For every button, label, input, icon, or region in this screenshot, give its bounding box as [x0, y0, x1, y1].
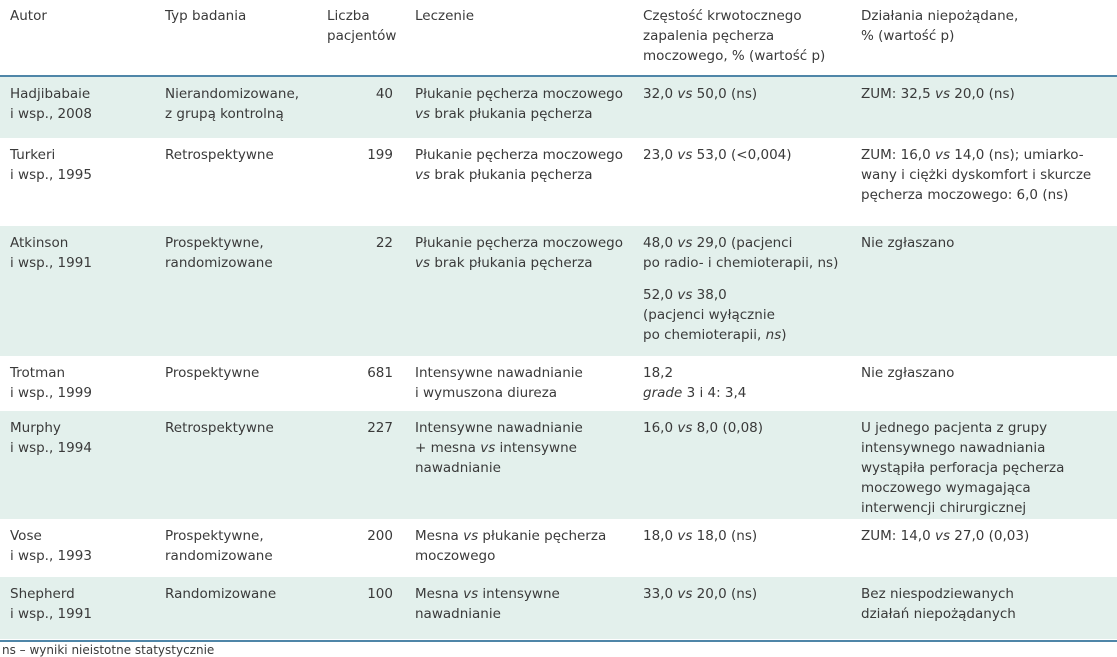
cell-study-type: Retrospektywne	[165, 420, 274, 436]
cell-treatment: Płukanie pęcherza moczowego vs brak płukania pęcherza	[415, 147, 624, 183]
table-row	[0, 519, 1117, 577]
header-adverse-effects: Działania niepożądane, % (wartość p)	[861, 8, 1019, 44]
cell-adverse-effects: ZUM: 16,0 vs 14,0 (ns); umiarko- wany i ciężki dyskomfort i skurcze pęcherza moczowego: 6,0 (ns)	[861, 147, 1092, 203]
cell-study-type: Prospektywne, randomizowane	[165, 235, 273, 271]
header-patients: Liczba pacjentów	[327, 8, 397, 44]
cell-study-type: Prospektywne, randomizowane	[165, 528, 273, 564]
cell-author: Shepherd i wsp., 1991	[10, 586, 92, 622]
table-bottom-rule	[0, 640, 1117, 642]
cell-author: Murphy i wsp., 1994	[10, 420, 92, 456]
header-frequency: Częstość krwotocznego zapalenia pęcherza moczowego, % (wartość p)	[643, 8, 826, 64]
cell-frequency: 23,0 vs 53,0 (<0,004)	[643, 147, 792, 163]
cell-study-type: Retrospektywne	[165, 147, 274, 163]
cell-patients: 22	[375, 235, 393, 251]
cell-patients: 227	[367, 420, 393, 436]
table-row	[0, 76, 1117, 138]
header-treatment: Leczenie	[415, 8, 475, 24]
cell-adverse-effects: U jednego pacjenta z grupy intensywnego nawadniania wystąpiła perforacja pęcherza moczowego wymagająca interwencji chirurgicznej	[861, 420, 1065, 516]
cell-author: Trotman i wsp., 1999	[10, 365, 92, 401]
cell-author: Atkinson i wsp., 1991	[10, 235, 92, 271]
table-row	[0, 138, 1117, 226]
cell-adverse-effects: Nie zgłaszano	[861, 235, 955, 251]
cell-treatment: Mesna vs płukanie pęcherza moczowego	[415, 528, 607, 564]
header-study-type: Typ badania	[165, 8, 247, 24]
cell-patients: 200	[367, 528, 393, 544]
cell-treatment: Płukanie pęcherza moczowego vs brak płukania pęcherza	[415, 86, 624, 122]
cell-study-type: Randomizowane	[165, 586, 277, 602]
cell-frequency: 33,0 vs 20,0 (ns)	[643, 586, 758, 602]
table-header	[0, 0, 1117, 76]
cell-frequency: 18,2 grade 3 i 4: 3,4	[643, 365, 747, 401]
cell-patients: 681	[367, 365, 393, 381]
footnote: ns – wyniki nieistotne statystycznie	[2, 643, 215, 657]
cell-adverse-effects: ZUM: 32,5 vs 20,0 (ns)	[861, 86, 1015, 102]
table-row	[0, 411, 1117, 519]
cell-frequency: 16,0 vs 8,0 (0,08)	[643, 420, 764, 436]
cell-frequency: 48,0 vs 29,0 (pacjenci po radio- i chemioterapii, ns) 52,0 vs 38,0 (pacjenci wyłącznie po chemioterapii, ns)	[643, 235, 839, 343]
header-author: Autor	[10, 8, 47, 24]
cell-treatment: Intensywne nawadnianie i wymuszona diureza	[415, 365, 583, 401]
cell-treatment: Intensywne nawadnianie + mesna vs intensywne nawadnianie	[415, 420, 583, 476]
cell-author: Hadjibabaie i wsp., 2008	[10, 86, 92, 122]
cell-treatment: Mesna vs intensywne nawadnianie	[415, 586, 560, 622]
cell-adverse-effects: ZUM: 14,0 vs 27,0 (0,03)	[861, 528, 1030, 544]
cell-author: Turkeri i wsp., 1995	[10, 147, 92, 183]
table-row	[0, 226, 1117, 356]
cell-adverse-effects: Nie zgłaszano	[861, 365, 955, 381]
cell-study-type: Nierandomizowane, z grupą kontrolną	[165, 86, 300, 122]
cell-adverse-effects: Bez niespodziewanych działań niepożądanych	[861, 586, 1016, 622]
cell-patients: 100	[367, 586, 393, 602]
cell-author: Vose i wsp., 1993	[10, 528, 92, 564]
cell-patients: 40	[375, 86, 393, 102]
table-row	[0, 356, 1117, 411]
cell-patients: 199	[367, 147, 393, 163]
cell-frequency: 18,0 vs 18,0 (ns)	[643, 528, 758, 544]
cell-treatment: Płukanie pęcherza moczowego vs brak płukania pęcherza	[415, 235, 624, 271]
table-row	[0, 577, 1117, 639]
cell-study-type: Prospektywne	[165, 365, 260, 381]
cell-frequency: 32,0 vs 50,0 (ns)	[643, 86, 758, 102]
